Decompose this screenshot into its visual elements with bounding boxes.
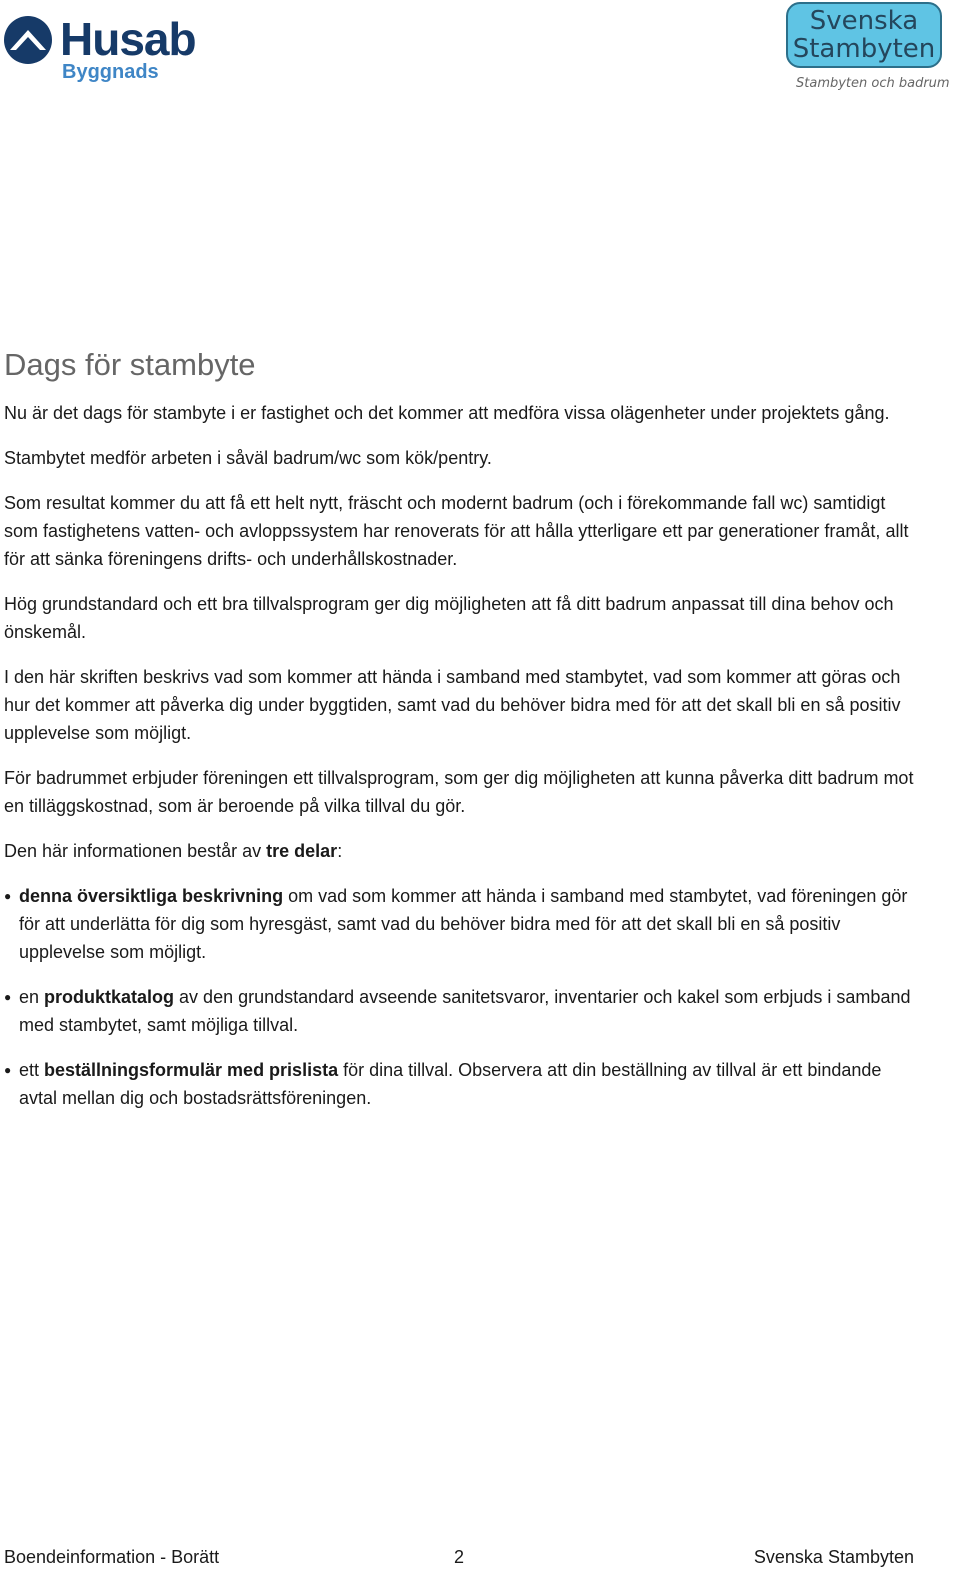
footer-left: Boendeinformation - Borätt [4, 1547, 220, 1567]
paragraph: Hög grundstandard och ett bra tillvalsprogram ger dig möjligheten att få ditt badrum anpassat till dina behov och önskemål. [4, 594, 894, 642]
paragraph: För badrummet erbjuder föreningen ett tillvalsprogram, som ger dig möjligheten att kunna påverka ditt badrum mot en tilläggskostnad, som är beroende på vilka tillval du gör. [4, 768, 914, 816]
list-item: ● denna översiktliga beskrivning om vad som kommer att hända i samband med stambytet, vad föreningen gör för att underlätta för dig som hyresgäst, samt vad du behöver bidra med för att det skall bli en så positiv upplevelse som möjligt. [4, 882, 924, 966]
footer-right: Svenska Stambyten [753, 1547, 914, 1567]
paragraph: Nu är det dags för stambyte i er fastighet och det kommer att medföra vissa olägenheter under projektets gång. [4, 403, 890, 423]
logo-line2: Stambyten [792, 34, 936, 64]
logo-badge [786, 2, 942, 68]
page-title: Dags för stambyte [4, 347, 256, 382]
page-number: 2 [454, 1547, 465, 1567]
house-roof-icon [2, 14, 54, 66]
bullet-icon: ● [4, 990, 12, 1004]
list-item: ● en produktkatalog av den grundstandard avseende sanitetsvaror, inventarier och kakel som erbjuds i samband med stambytet, samt möjliga tillval. [4, 983, 924, 1039]
parts-list [4, 882, 924, 1112]
main-content [4, 340, 924, 1129]
paragraph: Stambytet medför arbeten i såväl badrum/wc som kök/pentry. [4, 448, 492, 468]
paragraph: Som resultat kommer du att få ett helt nytt, fräscht och modernt badrum (och i förekommande fall wc) samtidigt som fastighetens vatten- och avloppssystem har renoverats för att hålla ytterligare ett par generationer framåt, allt för att sänka föreningens drifts- och underhållskostnader. [4, 493, 909, 569]
svenska-stambyten-logo [786, 2, 950, 98]
logo-line1: Svenska [809, 6, 919, 36]
logo-subname: Byggnads [62, 61, 159, 83]
parts-intro: Den här informationen består av tre delar: [4, 841, 343, 861]
paragraph: I den här skriften beskrivs vad som kommer att hända i samband med stambytet, vad som kommer att göras och hur det kommer att påverka dig under byggtiden, samt vad du behöver bidra med för att det skall bli en så positiv upplevelse som möjligt. [4, 667, 901, 743]
logo-tagline: Stambyten och badrum [796, 76, 950, 91]
logo-name: Husab [60, 13, 196, 65]
list-item: ● ett beställningsformulär med prislista för dina tillval. Observera att din beställning av tillval är ett bindande avtal mellan dig och bostadsrättsföreningen. [4, 1056, 924, 1112]
bullet-icon: ● [4, 889, 12, 903]
bullet-icon: ● [4, 1063, 12, 1077]
page-footer [4, 1544, 914, 1570]
husab-logo [2, 12, 232, 84]
